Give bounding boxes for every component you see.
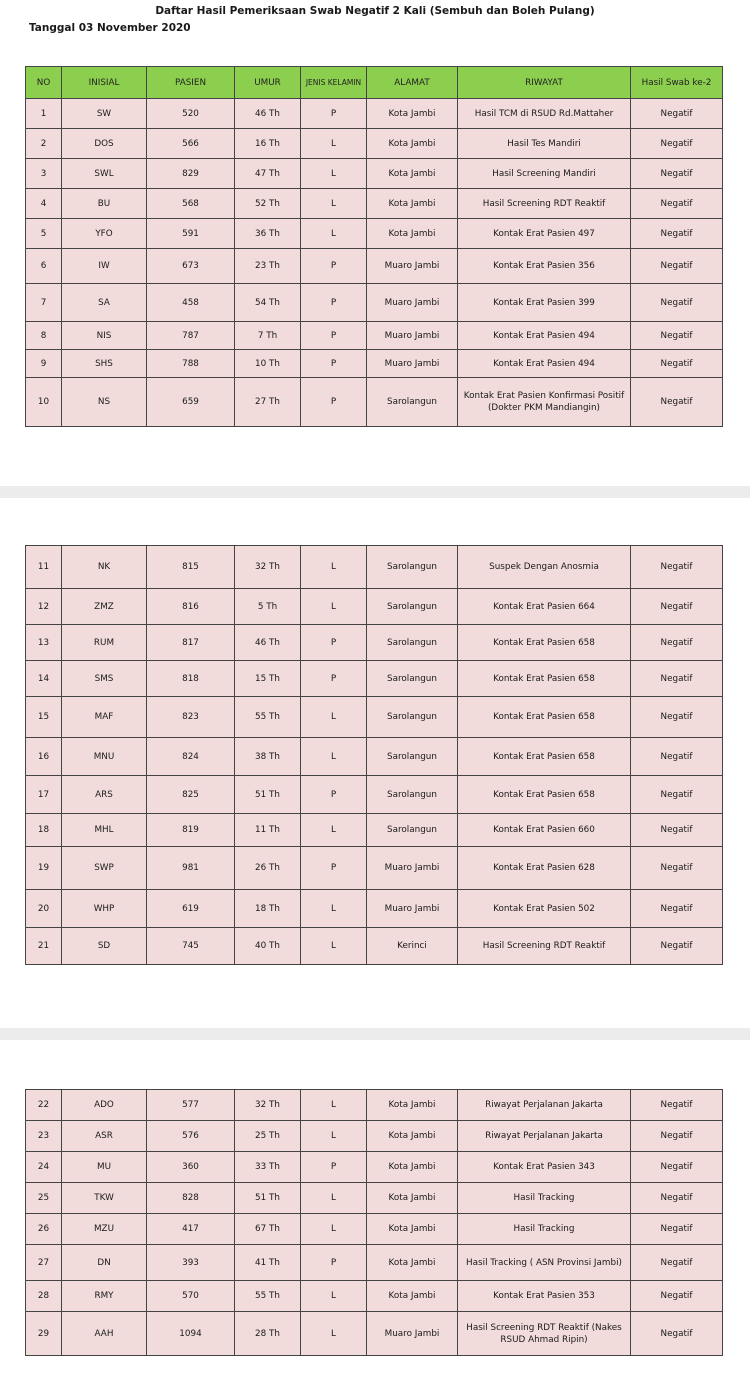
cell-alamat: Sarolangun — [367, 589, 458, 625]
cell-inisial: MAF — [62, 697, 147, 738]
cell-hasil-swab: Negatif — [631, 625, 723, 661]
cell-umur: 55 Th — [235, 697, 301, 738]
cell-inisial: ADO — [62, 1090, 147, 1121]
table-row — [26, 847, 723, 890]
cell-pasien: 815 — [147, 546, 235, 589]
cell-jenis-kelamin: L — [301, 219, 367, 249]
cell-riwayat: Hasil TCM di RSUD Rd.Mattaher — [458, 99, 631, 129]
table-row — [26, 1152, 723, 1183]
cell-pasien: 819 — [147, 814, 235, 847]
cell-jenis-kelamin: L — [301, 1312, 367, 1356]
cell-hasil-swab: Negatif — [631, 189, 723, 219]
cell-inisial: NK — [62, 546, 147, 589]
cell-umur: 10 Th — [235, 350, 301, 378]
cell-inisial: TKW — [62, 1183, 147, 1214]
header-umur: UMUR — [235, 67, 301, 99]
cell-alamat: Sarolangun — [367, 776, 458, 814]
cell-alamat: Kota Jambi — [367, 1281, 458, 1312]
header-riwayat: RIWAYAT — [458, 67, 631, 99]
cell-alamat: Sarolangun — [367, 814, 458, 847]
cell-umur: 25 Th — [235, 1121, 301, 1152]
cell-umur: 28 Th — [235, 1312, 301, 1356]
cell-alamat: Sarolangun — [367, 697, 458, 738]
cell-riwayat: Kontak Erat Pasien 658 — [458, 738, 631, 776]
document-title: Daftar Hasil Pemeriksaan Swab Negatif 2 Kali (Sembuh dan Boleh Pulang) — [155, 5, 595, 17]
cell-umur: 23 Th — [235, 249, 301, 284]
cell-jenis-kelamin: L — [301, 189, 367, 219]
cell-no: 11 — [26, 546, 62, 589]
cell-jenis-kelamin: P — [301, 378, 367, 427]
cell-jenis-kelamin: L — [301, 697, 367, 738]
cell-no: 12 — [26, 589, 62, 625]
cell-pasien: 828 — [147, 1183, 235, 1214]
cell-inisial: MHL — [62, 814, 147, 847]
cell-jenis-kelamin: L — [301, 159, 367, 189]
cell-hasil-swab: Negatif — [631, 350, 723, 378]
cell-alamat: Kota Jambi — [367, 129, 458, 159]
cell-alamat: Sarolangun — [367, 625, 458, 661]
cell-alamat: Kota Jambi — [367, 1245, 458, 1281]
cell-pasien: 745 — [147, 928, 235, 965]
cell-no: 8 — [26, 322, 62, 350]
cell-umur: 16 Th — [235, 129, 301, 159]
table-row — [26, 1214, 723, 1245]
cell-umur: 54 Th — [235, 284, 301, 322]
cell-inisial: AAH — [62, 1312, 147, 1356]
table-row — [26, 99, 723, 129]
cell-riwayat: Kontak Erat Pasien 343 — [458, 1152, 631, 1183]
cell-umur: 51 Th — [235, 776, 301, 814]
table-row — [26, 1090, 723, 1121]
cell-pasien: 816 — [147, 589, 235, 625]
cell-jenis-kelamin: L — [301, 814, 367, 847]
cell-inisial: DN — [62, 1245, 147, 1281]
cell-umur: 47 Th — [235, 159, 301, 189]
cell-pasien: 788 — [147, 350, 235, 378]
cell-riwayat: Kontak Erat Pasien Konfirmasi Positif (Dokter PKM Mandiangin) — [458, 378, 631, 427]
cell-jenis-kelamin: L — [301, 928, 367, 965]
cell-alamat: Sarolangun — [367, 378, 458, 427]
cell-inisial: SMS — [62, 661, 147, 697]
cell-no: 29 — [26, 1312, 62, 1356]
table-row — [26, 776, 723, 814]
cell-riwayat: Kontak Erat Pasien 664 — [458, 589, 631, 625]
cell-inisial: ZMZ — [62, 589, 147, 625]
cell-jenis-kelamin: P — [301, 350, 367, 378]
cell-alamat: Kota Jambi — [367, 1183, 458, 1214]
cell-hasil-swab: Negatif — [631, 378, 723, 427]
cell-alamat: Kota Jambi — [367, 1214, 458, 1245]
cell-alamat: Muaro Jambi — [367, 249, 458, 284]
cell-pasien: 787 — [147, 322, 235, 350]
cell-riwayat: Hasil Tracking ( ASN Provinsi Jambi) — [458, 1245, 631, 1281]
cell-umur: 46 Th — [235, 625, 301, 661]
cell-riwayat: Hasil Tracking — [458, 1214, 631, 1245]
cell-pasien: 576 — [147, 1121, 235, 1152]
cell-pasien: 825 — [147, 776, 235, 814]
header-no: NO — [26, 67, 62, 99]
cell-inisial: WHP — [62, 890, 147, 928]
cell-hasil-swab: Negatif — [631, 546, 723, 589]
cell-hasil-swab: Negatif — [631, 776, 723, 814]
table-row — [26, 661, 723, 697]
cell-umur: 32 Th — [235, 546, 301, 589]
table-row — [26, 322, 723, 350]
table-row — [26, 890, 723, 928]
cell-inisial: IW — [62, 249, 147, 284]
cell-jenis-kelamin: P — [301, 625, 367, 661]
cell-no: 1 — [26, 99, 62, 129]
cell-inisial: SW — [62, 99, 147, 129]
cell-no: 14 — [26, 661, 62, 697]
table-row — [26, 1312, 723, 1356]
cell-alamat: Kota Jambi — [367, 159, 458, 189]
cell-riwayat: Hasil Screening Mandiri — [458, 159, 631, 189]
cell-hasil-swab: Negatif — [631, 99, 723, 129]
cell-riwayat: Kontak Erat Pasien 353 — [458, 1281, 631, 1312]
cell-umur: 41 Th — [235, 1245, 301, 1281]
cell-inisial: DOS — [62, 129, 147, 159]
cell-no: 7 — [26, 284, 62, 322]
cell-umur: 55 Th — [235, 1281, 301, 1312]
cell-pasien: 829 — [147, 159, 235, 189]
table-row — [26, 1245, 723, 1281]
cell-pasien: 570 — [147, 1281, 235, 1312]
cell-riwayat: Kontak Erat Pasien 494 — [458, 350, 631, 378]
cell-hasil-swab: Negatif — [631, 1281, 723, 1312]
cell-alamat: Kota Jambi — [367, 99, 458, 129]
cell-inisial: SD — [62, 928, 147, 965]
cell-riwayat: Kontak Erat Pasien 658 — [458, 661, 631, 697]
results-table-page-3 — [25, 1089, 723, 1356]
table-row — [26, 625, 723, 661]
cell-inisial: SHS — [62, 350, 147, 378]
table-row — [26, 814, 723, 847]
cell-inisial: SWL — [62, 159, 147, 189]
cell-alamat: Kerinci — [367, 928, 458, 965]
cell-umur: 67 Th — [235, 1214, 301, 1245]
cell-umur: 36 Th — [235, 219, 301, 249]
cell-no: 20 — [26, 890, 62, 928]
cell-riwayat: Kontak Erat Pasien 497 — [458, 219, 631, 249]
cell-riwayat: Kontak Erat Pasien 399 — [458, 284, 631, 322]
cell-inisial: MZU — [62, 1214, 147, 1245]
table-row — [26, 219, 723, 249]
table-header-row — [26, 67, 723, 99]
cell-no: 26 — [26, 1214, 62, 1245]
cell-no: 17 — [26, 776, 62, 814]
cell-pasien: 568 — [147, 189, 235, 219]
cell-hasil-swab: Negatif — [631, 738, 723, 776]
cell-pasien: 981 — [147, 847, 235, 890]
cell-hasil-swab: Negatif — [631, 322, 723, 350]
cell-hasil-swab: Negatif — [631, 1183, 723, 1214]
cell-hasil-swab: Negatif — [631, 1152, 723, 1183]
cell-umur: 7 Th — [235, 322, 301, 350]
cell-umur: 27 Th — [235, 378, 301, 427]
cell-riwayat: Hasil Screening RDT Reaktif — [458, 928, 631, 965]
cell-riwayat: Hasil Tracking — [458, 1183, 631, 1214]
table-row — [26, 284, 723, 322]
cell-no: 27 — [26, 1245, 62, 1281]
cell-no: 25 — [26, 1183, 62, 1214]
cell-pasien: 817 — [147, 625, 235, 661]
cell-alamat: Muaro Jambi — [367, 847, 458, 890]
table-row — [26, 159, 723, 189]
cell-inisial: RMY — [62, 1281, 147, 1312]
cell-hasil-swab: Negatif — [631, 1214, 723, 1245]
cell-riwayat: Kontak Erat Pasien 356 — [458, 249, 631, 284]
cell-jenis-kelamin: P — [301, 249, 367, 284]
cell-no: 5 — [26, 219, 62, 249]
cell-umur: 51 Th — [235, 1183, 301, 1214]
cell-no: 9 — [26, 350, 62, 378]
cell-hasil-swab: Negatif — [631, 890, 723, 928]
cell-hasil-swab: Negatif — [631, 661, 723, 697]
cell-inisial: NS — [62, 378, 147, 427]
cell-jenis-kelamin: L — [301, 1281, 367, 1312]
table-row — [26, 378, 723, 427]
cell-umur: 38 Th — [235, 738, 301, 776]
cell-jenis-kelamin: L — [301, 589, 367, 625]
cell-alamat: Kota Jambi — [367, 189, 458, 219]
cell-pasien: 824 — [147, 738, 235, 776]
cell-jenis-kelamin: P — [301, 284, 367, 322]
cell-alamat: Sarolangun — [367, 546, 458, 589]
table-row — [26, 738, 723, 776]
cell-alamat: Kota Jambi — [367, 1121, 458, 1152]
cell-no: 13 — [26, 625, 62, 661]
cell-pasien: 577 — [147, 1090, 235, 1121]
cell-no: 16 — [26, 738, 62, 776]
table-row — [26, 1183, 723, 1214]
cell-inisial: BU — [62, 189, 147, 219]
cell-umur: 15 Th — [235, 661, 301, 697]
cell-umur: 52 Th — [235, 189, 301, 219]
table-row — [26, 697, 723, 738]
cell-no: 3 — [26, 159, 62, 189]
cell-alamat: Muaro Jambi — [367, 1312, 458, 1356]
cell-hasil-swab: Negatif — [631, 284, 723, 322]
table-row — [26, 928, 723, 965]
cell-jenis-kelamin: L — [301, 1183, 367, 1214]
cell-pasien: 566 — [147, 129, 235, 159]
cell-inisial: NIS — [62, 322, 147, 350]
cell-pasien: 360 — [147, 1152, 235, 1183]
cell-umur: 5 Th — [235, 589, 301, 625]
cell-hasil-swab: Negatif — [631, 814, 723, 847]
page-separator — [0, 486, 750, 498]
cell-jenis-kelamin: P — [301, 776, 367, 814]
cell-no: 10 — [26, 378, 62, 427]
cell-riwayat: Kontak Erat Pasien 494 — [458, 322, 631, 350]
cell-inisial: ASR — [62, 1121, 147, 1152]
cell-hasil-swab: Negatif — [631, 129, 723, 159]
cell-umur: 40 Th — [235, 928, 301, 965]
cell-no: 15 — [26, 697, 62, 738]
cell-jenis-kelamin: P — [301, 322, 367, 350]
cell-inisial: SA — [62, 284, 147, 322]
cell-riwayat: Kontak Erat Pasien 502 — [458, 890, 631, 928]
cell-umur: 46 Th — [235, 99, 301, 129]
cell-pasien: 417 — [147, 1214, 235, 1245]
table-row — [26, 350, 723, 378]
cell-jenis-kelamin: L — [301, 890, 367, 928]
cell-no: 18 — [26, 814, 62, 847]
table-row — [26, 1281, 723, 1312]
header-jenis-kelamin: JENIS KELAMIN — [301, 67, 367, 99]
cell-pasien: 818 — [147, 661, 235, 697]
cell-umur: 33 Th — [235, 1152, 301, 1183]
table-row — [26, 589, 723, 625]
cell-jenis-kelamin: L — [301, 738, 367, 776]
cell-riwayat: Riwayat Perjalanan Jakarta — [458, 1090, 631, 1121]
cell-jenis-kelamin: P — [301, 1152, 367, 1183]
cell-alamat: Muaro Jambi — [367, 284, 458, 322]
cell-hasil-swab: Negatif — [631, 1312, 723, 1356]
cell-alamat: Sarolangun — [367, 661, 458, 697]
cell-riwayat: Kontak Erat Pasien 660 — [458, 814, 631, 847]
cell-hasil-swab: Negatif — [631, 1245, 723, 1281]
page-separator — [0, 1028, 750, 1040]
cell-alamat: Kota Jambi — [367, 219, 458, 249]
cell-no: 24 — [26, 1152, 62, 1183]
cell-hasil-swab: Negatif — [631, 589, 723, 625]
cell-pasien: 1094 — [147, 1312, 235, 1356]
cell-riwayat: Suspek Dengan Anosmia — [458, 546, 631, 589]
cell-jenis-kelamin: L — [301, 546, 367, 589]
cell-riwayat: Hasil Tes Mandiri — [458, 129, 631, 159]
cell-riwayat: Kontak Erat Pasien 658 — [458, 625, 631, 661]
cell-pasien: 393 — [147, 1245, 235, 1281]
cell-hasil-swab: Negatif — [631, 847, 723, 890]
cell-jenis-kelamin: L — [301, 129, 367, 159]
cell-alamat: Muaro Jambi — [367, 890, 458, 928]
table-row — [26, 1121, 723, 1152]
cell-hasil-swab: Negatif — [631, 697, 723, 738]
cell-hasil-swab: Negatif — [631, 249, 723, 284]
cell-inisial: ARS — [62, 776, 147, 814]
cell-pasien: 619 — [147, 890, 235, 928]
cell-inisial: RUM — [62, 625, 147, 661]
document-date: Tanggal 03 November 2020 — [29, 22, 191, 34]
header-pasien: PASIEN — [147, 67, 235, 99]
cell-alamat: Kota Jambi — [367, 1090, 458, 1121]
cell-no: 4 — [26, 189, 62, 219]
cell-jenis-kelamin: P — [301, 847, 367, 890]
cell-alamat: Kota Jambi — [367, 1152, 458, 1183]
cell-no: 2 — [26, 129, 62, 159]
cell-riwayat: Riwayat Perjalanan Jakarta — [458, 1121, 631, 1152]
cell-pasien: 673 — [147, 249, 235, 284]
cell-hasil-swab: Negatif — [631, 219, 723, 249]
cell-hasil-swab: Negatif — [631, 159, 723, 189]
cell-pasien: 520 — [147, 99, 235, 129]
cell-inisial: MNU — [62, 738, 147, 776]
cell-alamat: Muaro Jambi — [367, 350, 458, 378]
cell-riwayat: Hasil Screening RDT Reaktif (Nakes RSUD Ahmad Ripin) — [458, 1312, 631, 1356]
cell-inisial: MU — [62, 1152, 147, 1183]
cell-hasil-swab: Negatif — [631, 928, 723, 965]
cell-pasien: 823 — [147, 697, 235, 738]
cell-jenis-kelamin: L — [301, 1121, 367, 1152]
cell-inisial: YFO — [62, 219, 147, 249]
cell-riwayat: Kontak Erat Pasien 658 — [458, 776, 631, 814]
cell-jenis-kelamin: L — [301, 1090, 367, 1121]
cell-hasil-swab: Negatif — [631, 1121, 723, 1152]
header-alamat: ALAMAT — [367, 67, 458, 99]
cell-jenis-kelamin: P — [301, 1245, 367, 1281]
cell-inisial: SWP — [62, 847, 147, 890]
cell-jenis-kelamin: L — [301, 1214, 367, 1245]
cell-pasien: 591 — [147, 219, 235, 249]
cell-umur: 32 Th — [235, 1090, 301, 1121]
cell-riwayat: Kontak Erat Pasien 658 — [458, 697, 631, 738]
results-table-page-1 — [25, 66, 723, 427]
cell-no: 6 — [26, 249, 62, 284]
cell-riwayat: Hasil Screening RDT Reaktif — [458, 189, 631, 219]
cell-alamat: Muaro Jambi — [367, 322, 458, 350]
table-row — [26, 189, 723, 219]
table-row — [26, 546, 723, 589]
cell-jenis-kelamin: P — [301, 661, 367, 697]
cell-no: 28 — [26, 1281, 62, 1312]
cell-hasil-swab: Negatif — [631, 1090, 723, 1121]
cell-no: 22 — [26, 1090, 62, 1121]
results-table-page-2 — [25, 545, 723, 965]
cell-pasien: 458 — [147, 284, 235, 322]
cell-alamat: Sarolangun — [367, 738, 458, 776]
cell-riwayat: Kontak Erat Pasien 628 — [458, 847, 631, 890]
table-row — [26, 129, 723, 159]
header-inisial: INISIAL — [62, 67, 147, 99]
table-row — [26, 249, 723, 284]
cell-pasien: 659 — [147, 378, 235, 427]
header-hasil-swab: Hasil Swab ke-2 — [631, 67, 723, 99]
cell-jenis-kelamin: P — [301, 99, 367, 129]
cell-no: 21 — [26, 928, 62, 965]
cell-umur: 11 Th — [235, 814, 301, 847]
cell-no: 19 — [26, 847, 62, 890]
cell-umur: 26 Th — [235, 847, 301, 890]
cell-no: 23 — [26, 1121, 62, 1152]
cell-umur: 18 Th — [235, 890, 301, 928]
